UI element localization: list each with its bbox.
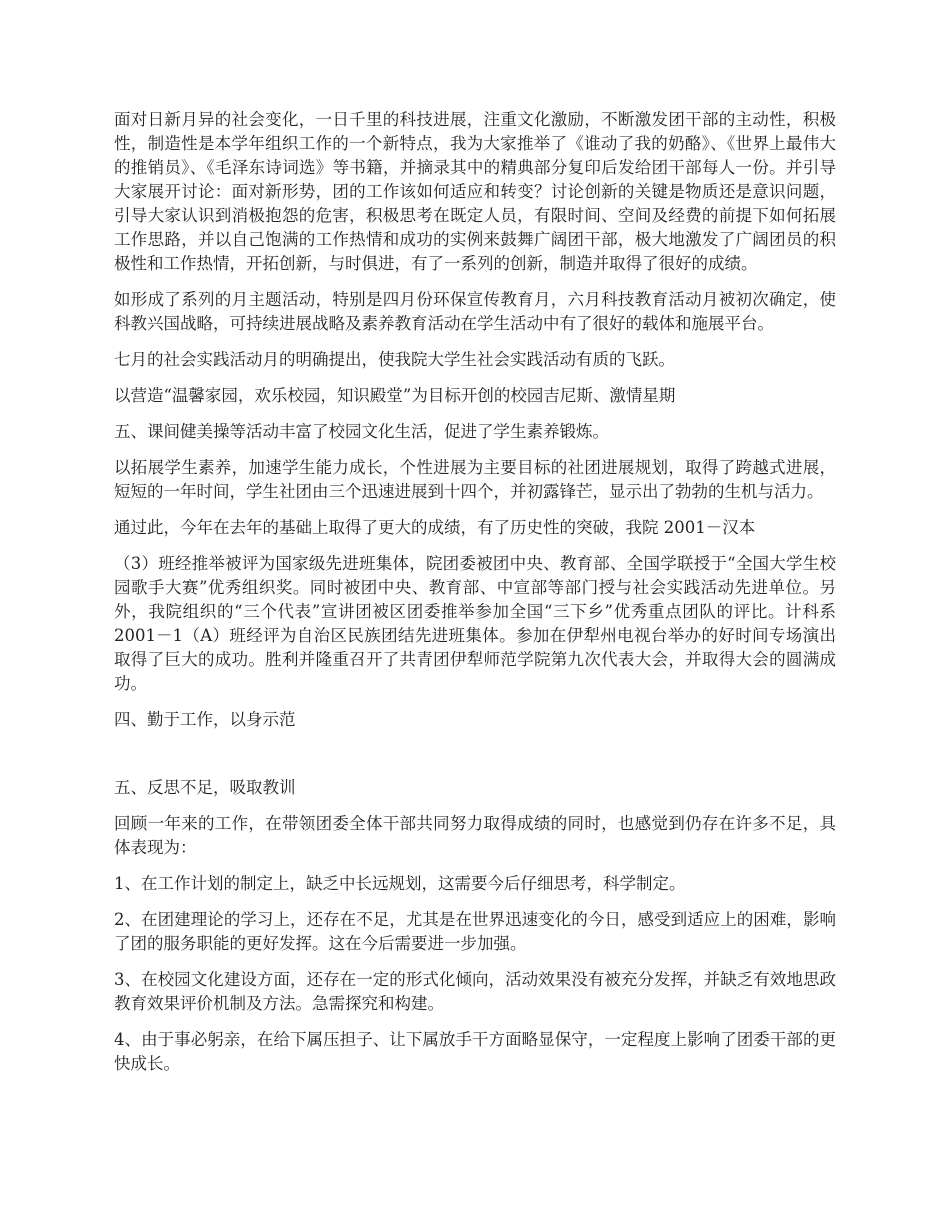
paragraph-innovation: 面对日新月异的社会变化，一日千里的科技进展，注重文化激励，不断激发团干部的主动性，积极性，制造性是本学年组织工作的一个新特点，我为大家推举了《谁动了我的奶酪》、《世界上最伟大的推销员》、《毛泽东诗词选》等书籍，并摘录其中的精典部分复印后发给团干部每人一份。并引导大家展开讨论：面对新形势，团的工作该如何适应和转变？讨论创新的关键是物质还是意识问题，引导大家认识到消极抱怨的危害，积极思考在既定人员，有限时间、空间及经费的前提下如何拓展工作思路，并以自己饱满的工作热情和成功的实例来鼓舞广阔团干部，极大地激发了广阔团员的积极性和工作热情，开拓创新，与时俱进，有了一系列的创新，制造并取得了很好的成绩。 — [114, 110, 836, 273]
list-item-1: 1、在工作计划的制定上，缺乏中长远规划，这需要今后仔细思考，科学制定。 — [114, 874, 686, 893]
paragraph-review: 回顾一年来的工作，在带领团委全体干部共同努力取得成绩的同时，也感觉到仍存在许多不足，具体表现为： — [114, 814, 836, 857]
list-item-4: 4、由于事必躬亲，在给下属压担子、让下属放手干方面略显保守，一定程度上影响了团委干部的更快成长。 — [114, 1030, 836, 1073]
paragraph-awards: （3）班经推举被评为国家级先进班集体，院团委被团中央、教育部、全国学联授于“全国大学生校园歌手大赛”优秀组织奖。同时被团中央、教育部、中宣部等部门授与社会实践活动先进单位。另外，我院组织的“三个代表”宣讲团被区团委推举参加全国“三下乡”优秀重点团队的评比。计科系 2001－1（A）班经评为自治区民族团结先进班集体。参加在伊犁州电视台举办的好时间专场演出取得了巨大的成功。胜利并隆重召开了共青团伊犁师范学院第九次代表大会，并取得大会的圆满成功。 — [114, 554, 836, 693]
list-item-3: 3、在校园文化建设方面，还存在一定的形式化倾向，活动效果没有被充分发挥，并缺乏有效地思政教育效果评价机制及方法。急需探究和构建。 — [114, 970, 836, 1013]
paragraph-campus-goal: 以营造“温馨家园，欢乐校园，知识殿堂”为目标开创的校园吉尼斯、激情星期 — [114, 386, 676, 405]
section-heading-diligence: 四、勤于工作，以身示范 — [114, 710, 296, 729]
paragraph-aerobics: 五、课间健美操等活动丰富了校园文化生活，促进了学生素养锻炼。 — [114, 422, 609, 441]
list-item-2: 2、在团建理论的学习上，还存在不足，尤其是在世界迅速变化的今日，感受到适应上的困难，影响了团的服务职能的更好发挥。这在今后需要进一步加强。 — [114, 910, 836, 953]
paragraph-monthly-themes: 如形成了系列的月主题活动，特别是四月份环保宣传教育月，六月科技教育活动月被初次确定，使科教兴国战略，可持续进展战略及素养教育活动在学生活动中有了很好的载体和施展平台。 — [114, 290, 836, 333]
paragraph-social-practice: 七月的社会实践活动月的明确提出，使我院大学生社会实践活动有质的飞跃。 — [114, 350, 675, 369]
document-body — [114, 108, 836, 1088]
paragraph-clubs: 以拓展学生素养，加速学生能力成长，个性进展为主要目标的社团进展规划，取得了跨越式进展，短短的一年时间，学生社团由三个迅速进展到十四个，并初露锋芒，显示出了勃勃的生机与活力。 — [114, 458, 836, 501]
section-heading-reflection: 五、反思不足，吸取教训 — [114, 778, 296, 797]
paragraph-breakthrough: 通过此，今年在去年的基础上取得了更大的成绩，有了历史性的突破，我院 2001－汉本 — [114, 518, 756, 537]
